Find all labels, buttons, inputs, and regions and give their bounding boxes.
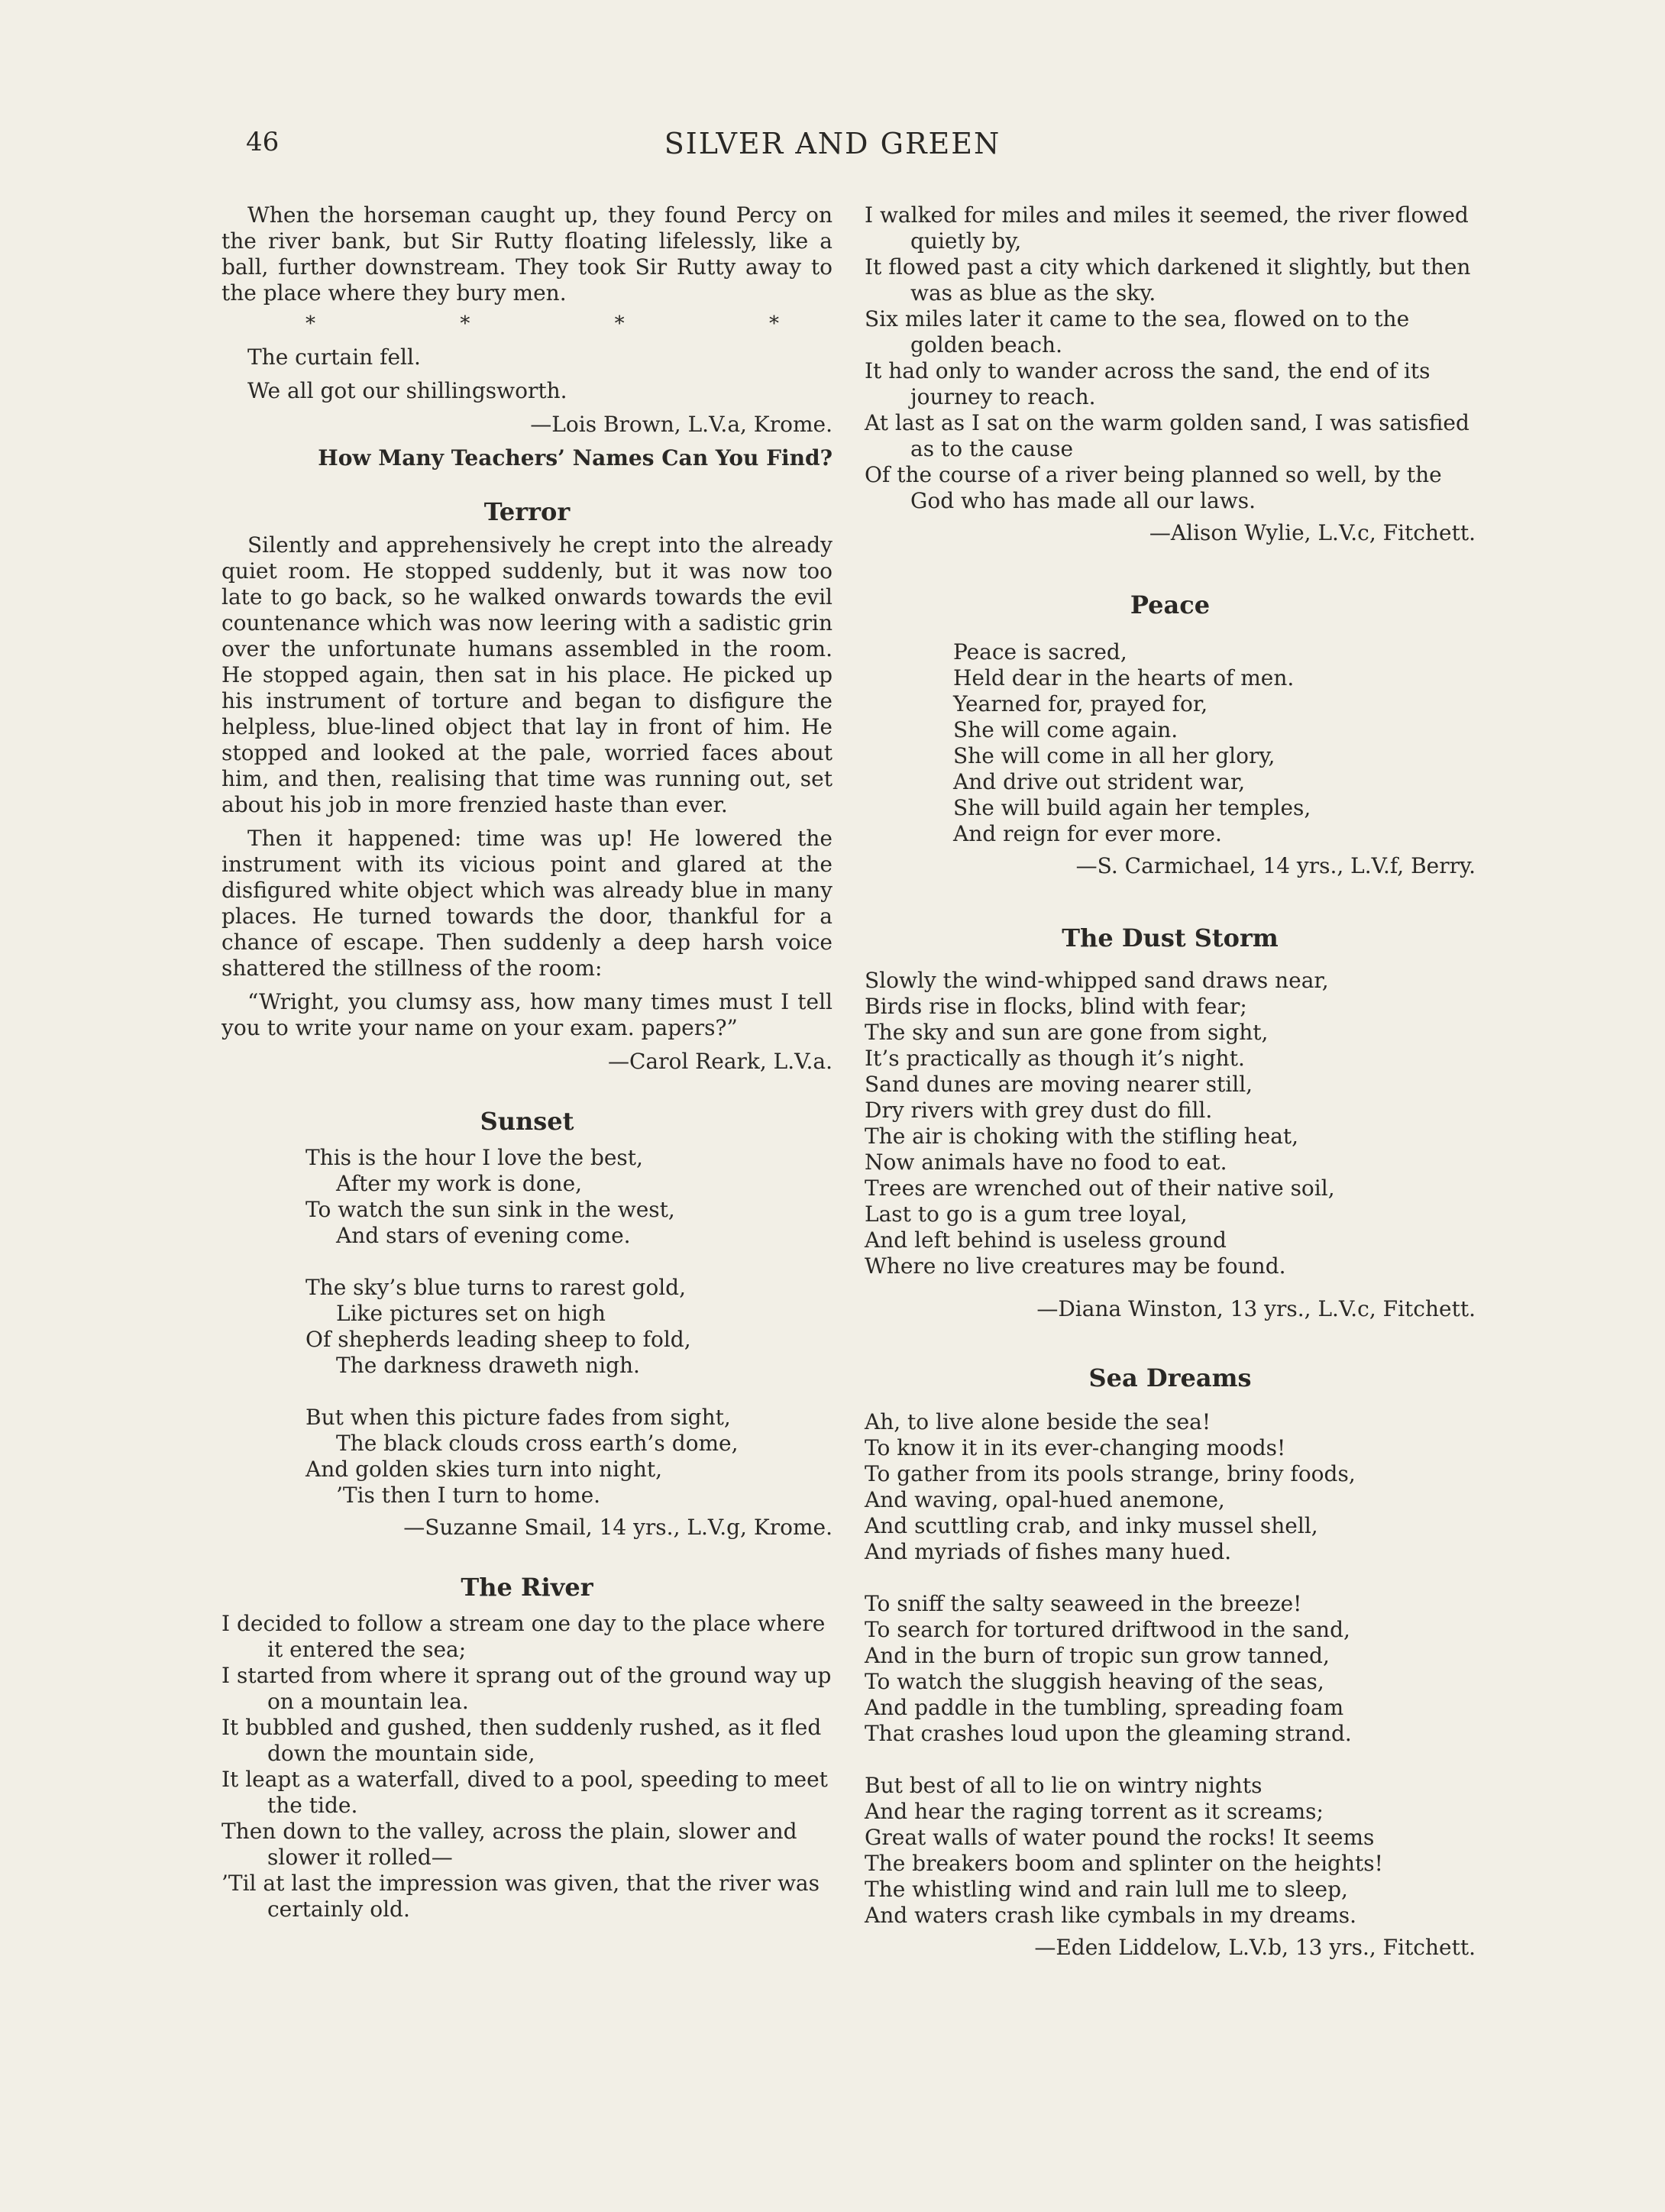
intro-line: The curtain fell. — [247, 344, 421, 370]
river-poem — [221, 1611, 832, 1923]
poem-line: To gather from its pools strange, briny foods, — [865, 1461, 1356, 1486]
author-credit: —S. Carmichael, 14 yrs., L.V.f, Berry. — [1075, 853, 1476, 878]
poem-line: Held dear in the hearts of men. — [953, 665, 1295, 690]
poem-line: The sky and sun are gone from sight, — [865, 1020, 1269, 1045]
poem-line: And drive out strident war, — [953, 769, 1246, 794]
section-title-sunset: Sunset — [480, 1107, 574, 1136]
author-credit: —Alison Wylie, L.V.c, Fitchett. — [1149, 520, 1476, 545]
star: * — [768, 312, 779, 335]
river-poem-continued — [865, 202, 1476, 514]
star: * — [614, 312, 625, 335]
poem-line: Ah, to live alone beside the sea! — [865, 1409, 1211, 1434]
poem-line: It leapt as a waterfall, dived to a pool, speeding to meet the tide. — [221, 1767, 828, 1818]
sea-dreams-poem — [865, 1409, 1476, 1929]
poem-line: To watch the sun sink in the west, — [306, 1197, 675, 1222]
star: * — [460, 312, 470, 335]
poem-line: I started from where it sprang out of the ground way up on a mountain lea. — [221, 1663, 832, 1714]
poem-line: But when this picture fades from sight, — [306, 1405, 731, 1430]
poem-line: And in the burn of tropic sun grow tanned, — [865, 1643, 1330, 1668]
right-column — [865, 202, 1476, 1961]
poem-line: Trees are wrenched out of their native soil, — [865, 1176, 1335, 1201]
poem-line: It flowed past a city which darkened it slightly, but then was as blue as the sky. — [865, 254, 1471, 306]
terror-paragraph: “Wright, you clumsy ass, how many times must I tell you to write your name on your exam. papers?” — [221, 989, 832, 1040]
running-title: SILVER AND GREEN — [664, 127, 1001, 160]
intro-line: We all got our shillingsworth. — [247, 378, 567, 403]
poem-line: Of the course of a river being planned so well, by the God who has made all our laws. — [865, 462, 1442, 513]
poem-line: And waving, opal-hued anemone, — [865, 1487, 1225, 1512]
puzzle-question: How Many Teachers’ Names Can You Find? — [318, 445, 832, 471]
poem-line: Peace is sacred, — [953, 639, 1127, 665]
poem-line: It bubbled and gushed, then suddenly rushed, as it fled down the mountain side, — [221, 1715, 822, 1766]
poem-line: Where no live creatures may be found. — [865, 1253, 1286, 1279]
author-credit: —Diana Winston, 13 yrs., L.V.c, Fitchett. — [1036, 1296, 1476, 1321]
star: * — [306, 312, 315, 335]
section-title-dust-storm: The Dust Storm — [1062, 923, 1279, 952]
poem-line: Slowly the wind-whipped sand draws near, — [865, 968, 1329, 993]
poem-line: Dry rivers with grey dust do fill. — [865, 1098, 1213, 1123]
poem-line: The whistling wind and rain lull me to sleep, — [865, 1877, 1348, 1902]
poem-line: This is the hour I love the best, — [306, 1145, 643, 1170]
left-column — [221, 202, 832, 1923]
poem-line: The black clouds cross earth’s dome, — [336, 1431, 739, 1456]
poem-line: At last as I sat on the warm golden sand, I was satisfied as to the cause — [865, 410, 1469, 461]
poem-line: Last to go is a gum tree loyal, — [865, 1201, 1188, 1227]
poem-line: And reign for ever more. — [953, 821, 1222, 846]
poem-line: Sand dunes are moving nearer still, — [865, 1072, 1253, 1097]
author-credit: —Eden Liddelow, L.V.b, 13 yrs., Fitchett. — [1034, 1935, 1476, 1960]
poem-line: The darkness draweth nigh. — [336, 1353, 640, 1378]
poem-line: Six miles later it came to the sea, flowed on to the golden beach. — [865, 306, 1410, 357]
poem-line: I decided to follow a stream one day to the place where it entered the sea; — [221, 1611, 826, 1662]
poem-line: The sky’s blue turns to rarest gold, — [306, 1275, 686, 1300]
poem-line: Now animals have no food to eat. — [865, 1150, 1227, 1175]
poem-line: And paddle in the tumbling, spreading foam — [865, 1695, 1344, 1720]
poem-line: And myriads of fishes many hued. — [865, 1539, 1232, 1564]
section-title-sea-dreams: Sea Dreams — [1088, 1363, 1252, 1392]
poem-line: But best of all to lie on wintry nights — [865, 1773, 1262, 1798]
poem-line: Birds rise in flocks, blind with fear; — [865, 994, 1247, 1019]
intro-paragraph: When the horseman caught up, they found Percy on the river bank, but Sir Rutty floating lifelessly, like a ball, further downstream. They took Sir Rutty away to the place where they bury men. — [221, 202, 832, 306]
poem-line: Yearned for, prayed for, — [953, 691, 1208, 716]
poem-line: To search for tortured driftwood in the sand, — [865, 1617, 1350, 1642]
terror-paragraph: Then it happened: time was up! He lowered the instrument with its vicious point and glared at the disfigured white object which was already blue in many places. He turned towards the door, thankful for a chance of escape. Then suddenly a deep harsh voice shattered the stillness of the room: — [221, 826, 832, 981]
poem-line: It’s practically as though it’s night. — [865, 1046, 1245, 1071]
poem-line: The air is choking with the stifling heat, — [865, 1124, 1299, 1149]
poem-line: To watch the sluggish heaving of the seas, — [865, 1669, 1324, 1694]
page-header — [0, 127, 1665, 173]
author-credit: —Lois Brown, L.V.a, Krome. — [530, 412, 832, 437]
poem-line: The breakers boom and splinter on the heights! — [865, 1851, 1383, 1876]
poem-line: ’Til at last the impression was given, that the river was certainly old. — [221, 1871, 820, 1922]
peace-poem — [953, 639, 1476, 847]
poem-line: After my work is done, — [336, 1171, 583, 1196]
poem-line: I walked for miles and miles it seemed, the river flowed quietly by, — [865, 202, 1469, 254]
poem-line: And left behind is useless ground — [865, 1227, 1227, 1253]
sunset-poem — [306, 1145, 832, 1509]
poem-line: Great walls of water pound the rocks! It seems — [865, 1825, 1375, 1850]
section-title-terror: Terror — [483, 497, 571, 526]
terror-paragraph: Silently and apprehensively he crept into the already quiet room. He stopped suddenly, but it was now too late to go back, so he walked onwards towards the evil countenance which was now leering with a sadistic grin over the unfortunate humans assembled in the room. He stopped again, then sat in his place. He picked up his instrument of torture and began to disfigure the helpless, blue-lined object that lay in front of him. He stopped and looked at the pale, worried faces about him, and then, realising that time was running out, set about his job in more frenzied haste than ever. — [221, 532, 832, 817]
poem-line: And waters crash like cymbals in my dreams. — [865, 1903, 1357, 1928]
poem-line: She will come in all her glory, — [953, 743, 1275, 768]
poem-line: And stars of evening come. — [336, 1223, 631, 1248]
poem-line: To know it in its ever-changing moods! — [865, 1435, 1286, 1460]
poem-line: To sniff the salty seaweed in the breeze! — [865, 1591, 1302, 1616]
section-title-river: The River — [461, 1573, 593, 1602]
section-title-peace: Peace — [1130, 590, 1211, 619]
poem-line: And golden skies turn into night, — [306, 1457, 663, 1482]
poem-line: And hear the raging torrent as it screams; — [865, 1799, 1324, 1824]
poem-line: And scuttling crab, and inky mussel shell, — [865, 1513, 1318, 1538]
author-credit: —Suzanne Smail, 14 yrs., L.V.g, Krome. — [403, 1515, 832, 1540]
page-number: 46 — [246, 127, 280, 157]
poem-line: She will come again. — [953, 717, 1178, 742]
poem-line: Then down to the valley, across the plain, slower and slower it rolled— — [221, 1819, 797, 1870]
poem-line: It had only to wander across the sand, the end of its journey to reach. — [865, 358, 1431, 409]
section-break-stars — [306, 311, 779, 337]
poem-line: She will build again her temples, — [953, 795, 1311, 820]
poem-line: Like pictures set on high — [336, 1301, 606, 1326]
poem-line: That crashes loud upon the gleaming strand. — [865, 1721, 1352, 1746]
author-credit: —Carol Reark, L.V.a. — [607, 1049, 832, 1074]
dust-storm-poem — [865, 968, 1476, 1279]
poem-line: Of shepherds leading sheep to fold, — [306, 1327, 691, 1352]
poem-line: ’Tis then I turn to home. — [336, 1483, 601, 1508]
